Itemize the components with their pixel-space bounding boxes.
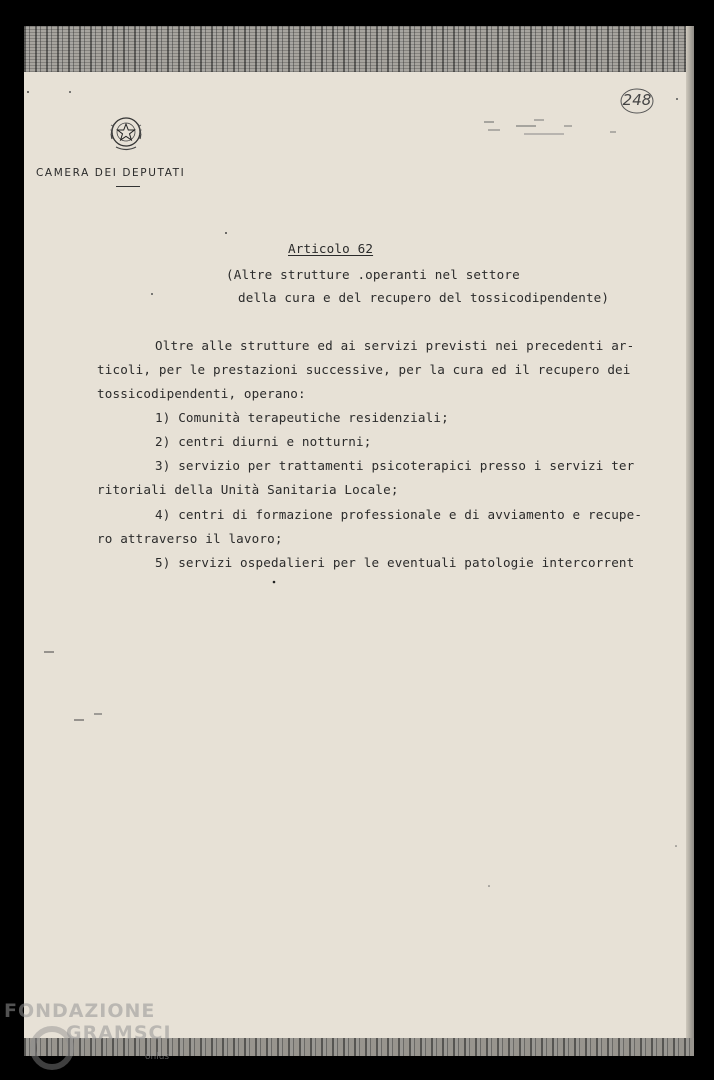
list-item: 2) centri diurni e notturni; — [155, 434, 372, 449]
institution-header: CAMERA DEI DEPUTATI — [36, 167, 186, 179]
watermark — [4, 1000, 172, 1044]
list-item: 4) centri di formazione professionale e di avviamento e recupe- — [155, 507, 643, 522]
document-page — [24, 26, 694, 1056]
body-line: Oltre alle strutture ed ai servizi previsti nei precedenti ar- — [155, 338, 635, 353]
list-item: 1) Comunità terapeutiche residenziali; — [155, 410, 449, 425]
page-number: 248 — [622, 91, 652, 109]
body-line: tossicodipendenti, operano: — [97, 386, 306, 401]
list-item: 5) servizi ospedalieri per le eventuali patologie intercorrent — [155, 555, 635, 570]
watermark-line-1: FONDAZIONE — [4, 1000, 156, 1022]
list-item-continuation: ritoriali della Unità Sanitaria Locale; — [97, 482, 399, 497]
watermark-line-2: GRAMSCI — [66, 1022, 172, 1044]
list-item-continuation: ro attraverso il lavoro; — [97, 531, 283, 546]
article-subtitle-line-1: (Altre strutture .operanti nel settore — [226, 267, 520, 282]
body-line: ticoli, per le prestazioni successive, per la cura ed il recupero dei — [97, 362, 631, 377]
watermark-sub: onlus — [145, 1052, 170, 1062]
article-subtitle-line-2: della cura e del recupero del tossicodipendente) — [238, 290, 610, 305]
list-item: 3) servizio per trattamenti psicoterapici presso i servizi ter — [155, 458, 635, 473]
article-title: Articolo 62 — [288, 241, 374, 256]
